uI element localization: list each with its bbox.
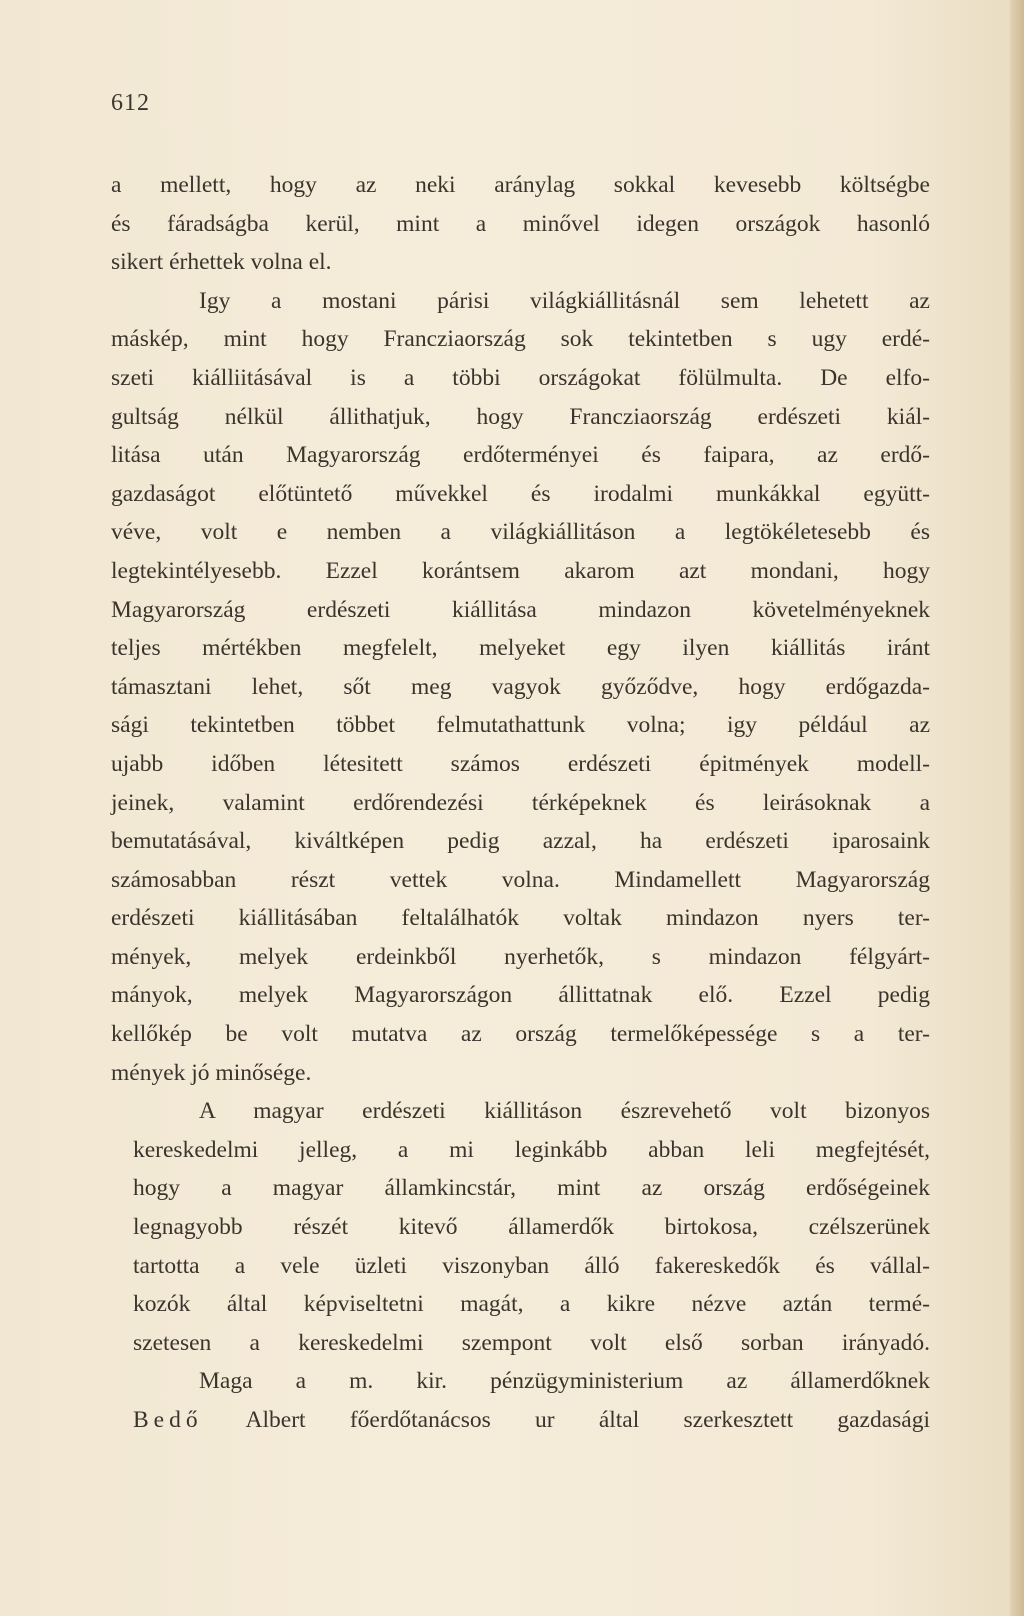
text-line: kellőkép be volt mutatva az ország termelőképessége s a ter- [111,1021,930,1048]
text-line: sikert érhettek volna el. [111,249,332,276]
text-line: sági tekintetben többet felmutathattunk volna; igy például az [111,712,930,739]
text-line: gultság nélkül állithatjuk, hogy Francziaország erdészeti kiál- [111,403,930,430]
last-line-rest: Albert főerdőtanácsos ur által szerkesztett gazdasági [202,1407,930,1433]
text-line: véve, volt e nemben a világkiállitáson a legtökéletesebb és [111,519,930,546]
text-line: mények jó minősége. [111,1059,312,1086]
text-line: számosabban részt vettek volna. Mindamellett Magyarország [111,866,930,893]
text-line: legtekintélyesebb. Ezzel korántsem akarom azt mondani, hogy [111,557,930,584]
text-line: és fáradságba kerül, mint a minővel idegen országok hasonló [111,210,930,237]
text-line: szeti kiálliitásával is a többi országokat fölülmulta. De elfo- [111,364,930,391]
text-line: kozók által képviseltetni magát, a kikre nézve aztán termé- [133,1291,930,1318]
text-line: A magyar erdészeti kiállitáson észrevehető volt bizonyos [199,1098,930,1125]
text-line: tartotta a vele üzleti viszonyban álló fakereskedők és vállal- [133,1252,930,1279]
text-line-last [111,1401,930,1440]
text-line: jeinek, valamint erdőrendezési térképeknek és leirásoknak a [111,789,930,816]
text-line: gazdaságot előtüntető művekkel és irodalmi munkákkal együtt- [111,480,930,507]
text-line: máskép, mint hogy Francziaország sok tekintetben s ugy erdé- [111,326,930,353]
text-line: ujabb időben létesitett számos erdészeti épitmények modell- [111,750,930,777]
text-line: litása után Magyarország erdőterményei és faipara, az erdő- [111,442,930,469]
body-text [111,166,930,1440]
text-line: szetesen a kereskedelmi szempont volt első sorban irányadó. [133,1329,930,1356]
page-edge [1010,0,1024,1616]
text-line: bemutatásával, kiváltképen pedig azzal, ha erdészeti iparosaink [111,828,930,855]
text-line: mények, melyek erdeinkből nyerhetők, s mindazon félgyárt- [111,943,930,970]
text-line: legnagyobb részét kitevő államerdők birtokosa, czélszerünek [133,1214,930,1241]
text-line: mányok, melyek Magyarországon állittatnak elő. Ezzel pedig [111,982,930,1009]
text-line: Maga a m. kir. pénzügyministerium az államerdőknek [199,1368,930,1395]
text-line: támasztani lehet, sőt meg vagyok győződve, hogy erdőgazda- [111,673,930,700]
author-name-spaced: Bedő [133,1407,203,1433]
text-line: kereskedelmi jelleg, a mi leginkább abban leli megfejtését, [133,1136,930,1163]
text-line: hogy a magyar államkincstár, mint az ország erdőségeinek [133,1175,930,1202]
text-line: erdészeti kiállitásában feltalálhatók voltak mindazon nyers ter- [111,905,930,932]
text-line: Magyarország erdészeti kiállitása mindazon követelményeknek [111,596,930,623]
text-line: a mellett, hogy az neki aránylag sokkal kevesebb költségbe [111,172,930,198]
text-line: teljes mértékben megfelelt, melyeket egy ilyen kiállitás iránt [111,635,930,662]
text-line: Igy a mostani párisi világkiállitásnál sem lehetett az [199,287,930,314]
page-number: 612 [111,90,150,116]
